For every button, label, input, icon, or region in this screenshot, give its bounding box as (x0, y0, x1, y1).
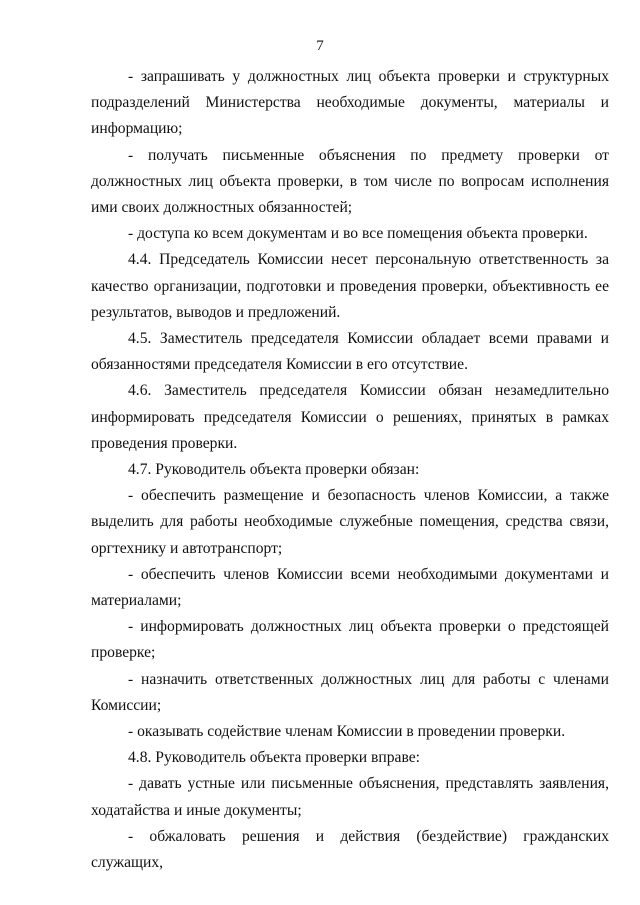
page-number: 7 (316, 38, 324, 54)
paragraph-assist-commission: - оказывать содействие членам Комиссии в проведении проверки. (128, 723, 566, 741)
paragraph-appeal-decisions: - обжаловать решения и действия (бездействие) гражданских служащих, (91, 827, 609, 872)
paragraph-provide-premises: - обеспечить размещение и безопасность членов Комиссии, а также выделить для работы необходимые служебные помещения, средства связи, оргтехнику и автотранспорт; (91, 487, 609, 557)
paragraph-4-5: 4.5. Заместитель председателя Комиссии обладает всеми правами и обязанностями председателя Комиссии в его отсутствие. (91, 330, 609, 374)
paragraph-obtain-explanations: - получать письменные объяснения по предмету проверки от должностных лиц объекта проверки, в том числе по вопросам исполнения ими своих должностных обязанностей; (91, 146, 609, 217)
paragraph-appoint-officials: - назначить ответственных должностных лиц для работы с членами Комиссии; (91, 670, 609, 714)
paragraph-inform-officials: - информировать должностных лиц объекта проверки о предстоящей проверке; (91, 618, 609, 662)
paragraph-4-6: 4.6. Заместитель председателя Комиссии обязан незамедлительно информировать председателя Комиссии о решениях, принятых в рамках проведения проверки. (91, 382, 609, 452)
paragraph-access-documents: - доступа ко всем документам и во все помещения объекта проверки. (128, 225, 588, 243)
paragraph-4-4: 4.4. Председатель Комиссии несет персональную ответственность за качество организации, подготовки и проведения проверки, объективность ее результатов, выводов и предложений. (91, 251, 609, 321)
paragraph-4-8: 4.8. Руководитель объекта проверки вправе: (128, 749, 420, 767)
document-body (91, 64, 609, 876)
paragraph-4-7: 4.7. Руководитель объекта проверки обязан: (128, 461, 420, 479)
paragraph-request-documents: - запрашивать у должностных лиц объекта проверки и структурных подразделений Министерства необходимые документы, материалы и информацию; (91, 68, 609, 138)
paragraph-provide-documents: - обеспечить членов Комиссии всеми необходимыми документами и материалами; (91, 565, 609, 610)
paragraph-give-explanations: - давать устные или письменные объяснения, представлять заявления, ходатайства и иные документы; (91, 775, 609, 819)
